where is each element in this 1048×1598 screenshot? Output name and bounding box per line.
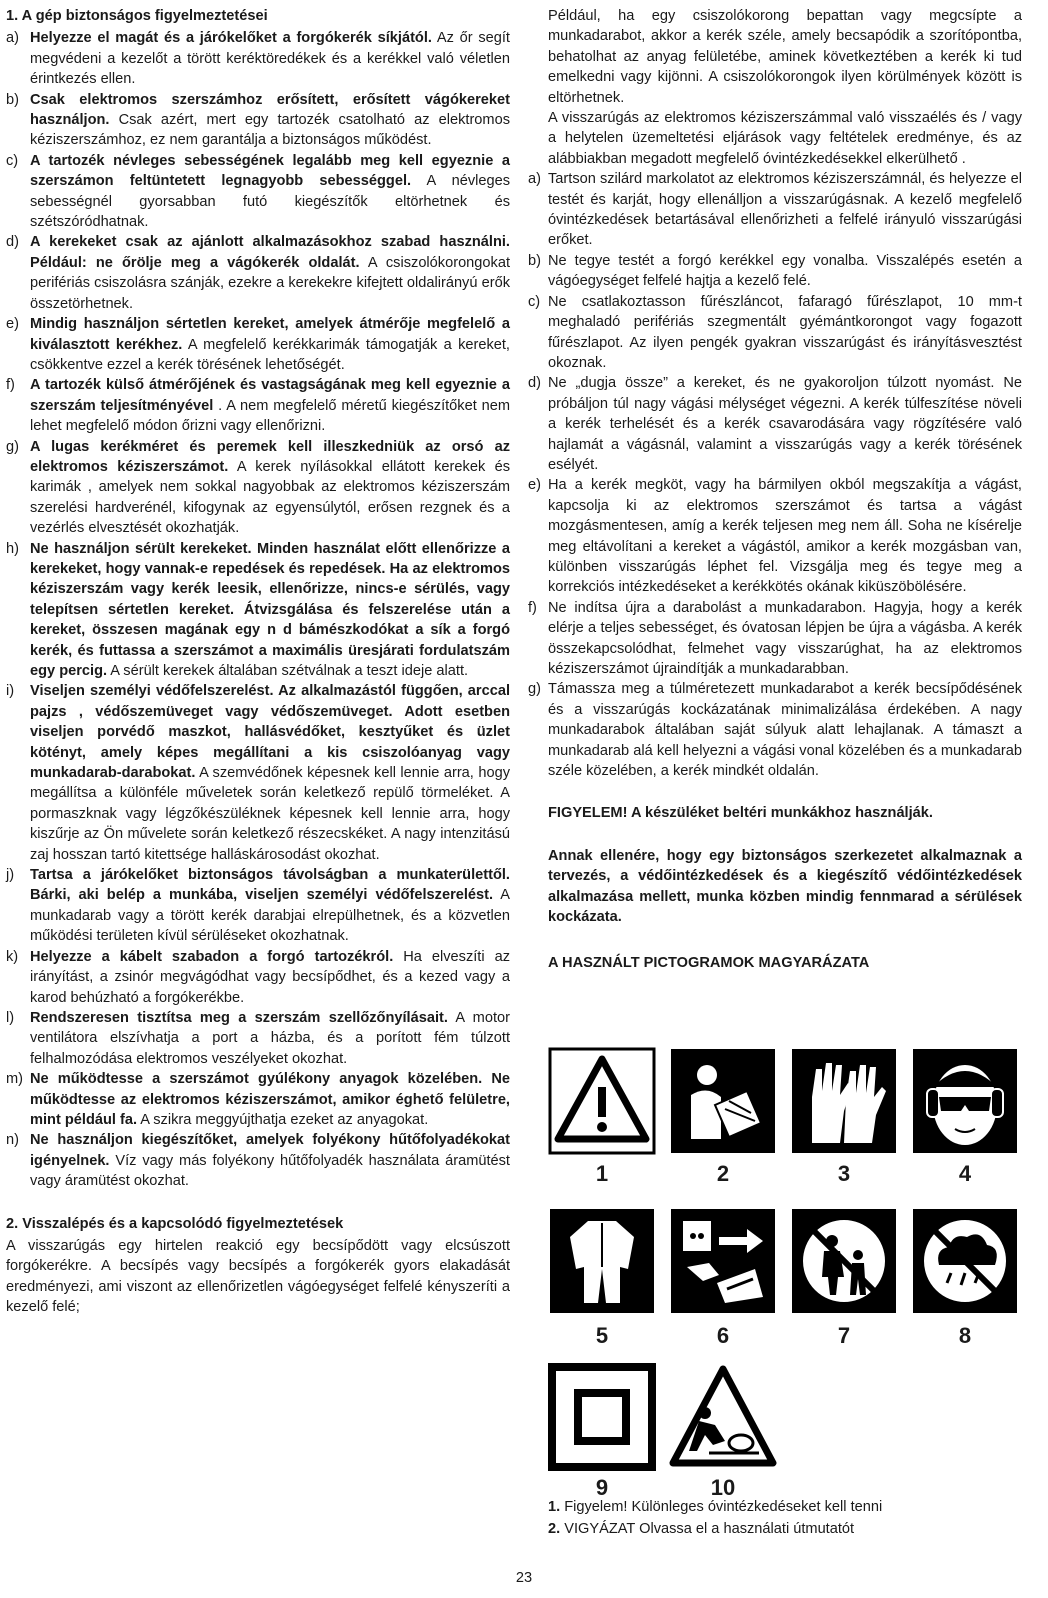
safety-item bbox=[6, 437, 510, 539]
item-label: f) bbox=[6, 377, 15, 394]
page-number: 23 bbox=[515, 1570, 533, 1586]
kickback-item bbox=[528, 373, 1022, 475]
pictogram-number: 10 bbox=[710, 1475, 736, 1500]
item-label: c) bbox=[6, 152, 19, 169]
legend-item: 2. VIGYÁZAT Olvassa el a használati útmutatót bbox=[548, 1521, 855, 1537]
read-manual-icon bbox=[669, 1047, 777, 1155]
item-text: Ne csatlakoztasson fűrészláncot, fafaragó fűrészlapot, 10 mm-t meghaladó perifériás szegmentált gyémántkorongot vagy fogazott fűrészlapot. Az ilyen pengék gyakran visszarúgást és irányításvesztést okoznak. bbox=[548, 293, 1022, 371]
pictogram-number: 4 bbox=[958, 1161, 972, 1186]
safety-item bbox=[6, 28, 510, 89]
item-label: g) bbox=[6, 438, 19, 455]
item-text: Támassza meg a túlméretezett munkadarabot a kerék becsípődésének és a visszarúgás kockázatának minimalizálása érdekében. A nagy munkadarabok általában saját súlyuk alatt lehajlanak. A támaszt a munkadarab alá kell helyezni a vágási vonal közelében és a munkadarab széle közelében, a kerék mindkét oldalán. bbox=[548, 681, 1022, 780]
item-label: l) bbox=[6, 1009, 15, 1026]
safety-item bbox=[6, 539, 510, 682]
item-label: j) bbox=[6, 867, 15, 884]
item-label: i) bbox=[6, 683, 15, 700]
item-text: Ne „dugja össze” a kereket, és ne gyakoroljon túlzott nyomást. Ne próbáljon túl nagy vágási mélységet végezni. A kerék túlfeszítése növeli a kerék terhelését és a kerék csavarodására vagy rögzítésére való hajlamát a vágásnál, valamint a visszarúgás vagy a kerék törésének esélyét. bbox=[548, 375, 1022, 473]
item-text: Rendszeresen tisztítsa meg a szerszám szellőzőnyílásait. A motor ventilátora elszívhatja a port a házba, és a porított fém túlzott felhalmozódása elektromos veszélyeket okozhat. bbox=[30, 1009, 510, 1067]
goggles-ear-protection-icon bbox=[911, 1047, 1019, 1155]
item-label: m) bbox=[6, 1071, 24, 1088]
section2-text: A visszarúgás egy hirtelen reakció egy becsípődött vagy elcsúszott forgókerékre. A becsípés vagy becsípés a forgókerék gyors elakadását eredményezi, ami viszont az ellenőrizetlen vágóegységet felfelé kényszeríti a kezelő felé; bbox=[6, 1237, 510, 1316]
pictogram-number: 9 bbox=[595, 1475, 609, 1500]
item-text: Tartsa a járókelőket biztonságos távolságban a munkaterülettől. Bárki, aki belép a munkába, viseljen személyi védőfelszerelést. A munkadarab vagy a törött kerék darabjai elrepülhetnek, és a közvetlen működési területen kívül sérüléseket okozhatnak. bbox=[30, 867, 510, 945]
pictogram-number: 3 bbox=[837, 1161, 851, 1186]
item-text: A tartozék névleges sebességének legalább meg kell egyeznie a szerszámon feltüntetett legnagyobb sebességgel. A névleges sebességnél gyorsabban futó kiegészítők eltörhetnek és szétszóródhatnak. bbox=[30, 152, 511, 231]
keep-bystanders-away-icon bbox=[790, 1207, 898, 1315]
item-text: Csak elektromos szerszámhoz erősített, erősített vágókereket használjon. Csak azért, mert egy tartozék csatolható az elektromos kéziszerszámhoz, ez nem garantálja a biztonságos működést. bbox=[30, 91, 510, 149]
unplug-before-maintenance-icon bbox=[669, 1207, 777, 1315]
item-label: n) bbox=[6, 1132, 19, 1149]
kickback-item bbox=[528, 251, 1022, 292]
pictogram-number: 2 bbox=[716, 1161, 730, 1186]
item-text: Helyezze el magát és a járókelőket a forgókerék síkjától. Az őr segít megvédeni a kezelőt a törött keréktöredékek és a kerékkel való véletlen érintkezés ellen. bbox=[30, 30, 510, 88]
pictogram-number: 1 bbox=[595, 1161, 609, 1186]
kickback-item bbox=[528, 598, 1022, 680]
item-text: Ne működtesse a szerszámot gyúlékony anyagok közelében. Ne működtesse az elektromos kéziszerszámot, amikor éghető felületre, mint például fa. A szikra meggyújthatja ezeket az anyagokat. bbox=[30, 1071, 510, 1128]
item-text: A lugas kerékméret és peremek kell illeszkedniük az orsó az elektromos kéziszerszámot. A kerek nyílásokkal ellátott kerekek és karimák , amelyek nem sokkal nagyobbak az elektromos kéziszerszám szerelési hardverénél, kifogynak az egyensúlytól, erősen rezgnek és a vezérlés elvesztését okozhatják. bbox=[30, 438, 511, 537]
kickback-intro-2: A visszarúgás az elektromos kéziszerszámmal való visszaélés és / vagy a helytelen üzemeltetési eljárások vagy feltételek eredménye, és az alábbiakban megadott megfelelő óvintézkedésekkel elkerülhető . bbox=[548, 110, 1022, 167]
item-label: d) bbox=[528, 375, 541, 392]
item-label: a) bbox=[6, 30, 19, 47]
item-text: A kerekeket csak az ajánlott alkalmazásokhoz szabad használni. Például: ne őrölje meg a vágókerék oldalát. A csiszolókorongokat perifériás csiszolásra szánják, ezekre a kerekekre kifejtett oldalirányú erők összetörhetnek. bbox=[30, 234, 510, 312]
double-insulation-icon bbox=[548, 1363, 656, 1471]
gloves-icon bbox=[790, 1047, 898, 1155]
residual-risk-warning: Annak ellenére, hogy egy biztonságos szerkezetet alkalmaznak a tervezés, a védőintézkedések és a kiegészítő védőintézkedések alkalmazása mellett, munka közben mindig fennmarad a sérülések kockázata. bbox=[548, 847, 1022, 926]
right-column bbox=[528, 6, 1022, 974]
pictogram-number: 8 bbox=[958, 1323, 972, 1348]
section1-list bbox=[6, 28, 510, 1191]
section2-title: 2. Visszalépés és a kapcsolódó figyelmeztetések bbox=[6, 1215, 344, 1232]
left-column bbox=[6, 6, 510, 1318]
section1-title: 1. A gép biztonságos figyelmeztetései bbox=[6, 8, 268, 24]
legend-item: 1. Figyelem! Különleges óvintézkedéseket kell tenni bbox=[548, 1499, 883, 1515]
safety-item bbox=[6, 865, 510, 947]
item-text: Tartson szilárd markolatot az elektromos kéziszerszámnál, és helyezze el testét és karját, hogy ellenálljon a visszarúgásnak. A kezelő megfelelő óvintézkedések betartásával ellenőrizheti a felfelé irányuló visszarúgási erőket. bbox=[548, 171, 1022, 249]
item-text: Viseljen személyi védőfelszerelést. Az alkalmazástól függően, arccal pajzs , védőszemüveget vagy védőszemüveget. Adott esetben viseljen porvédő maszkot, hallásvédőket, kesztyűket és üzlet kötényt, amely képes megállítani a kis csiszolóanyag vagy munkadarab-darabokat. A szemvédőnek képesnek kell lennie arra, hogy megállítsa a különféle műveletek során keletkező repülő törmeléket. A pormaszknak vagy légzőkészüléknek képesnek kell lennie arra, hogy kiszűrje az Ön művelete során keletkező részecskéket. A nagy intenzitású zaj hosszan tartó kitettsége halláskárosodást okozhat. bbox=[30, 683, 510, 863]
safety-item bbox=[6, 375, 510, 436]
safety-item bbox=[6, 1069, 510, 1130]
item-text: A tartozék külső átmérőjének és vastagságának meg kell egyeznie a szerszám teljesítményével . A nem megfelelő méretű kiegészítőket nem lehet megfelelő módon őrizni vagy ellenőrizni. bbox=[30, 377, 510, 435]
item-text: Ne használjon kiegészítőket, amelyek folyékony hűtőfolyadékokat igényelnek. Víz vagy más folyékony hűtőfolyadék használata áramütést vagy áramütést okozhat. bbox=[30, 1132, 510, 1190]
pictogram-number: 5 bbox=[595, 1323, 609, 1348]
safety-item bbox=[6, 232, 510, 314]
kickback-item bbox=[528, 292, 1022, 374]
item-text: Ne használjon sérült kerekeket. Minden használat előtt ellenőrizze a kerekeket, hogy vannak-e repedések és repedések. Ha az elektromos kéziszerszám vagy kerék leesik, ellenőrizze, nincs-e sérülés, vagy telepítsen sértetlen kereket. Átvizsgálása és felszerelése után a kereket, összesen magának egy n d bámészkodókat a sík a forgó kerék, és futtassa a szerszámot a maximális üresjárati fordulatszám egy percig. A sérült kerekek általában szétválnak a teszt ideje alatt. bbox=[30, 540, 510, 679]
safety-item bbox=[6, 681, 510, 865]
kickback-intro-1: Például, ha egy csiszolókorong bepattan vagy megcsípte a munkadarabot, akkor a kerék széle, amely becsapódik a szorítópontba, behatolhat az anyag felületébe, aminek következtében a kerék ki tud emelkedni vagy kijönni. A csiszolókorongok ilyen körülmények között is eltörhetnek. bbox=[548, 8, 1022, 106]
item-label: d) bbox=[6, 234, 19, 251]
item-label: f) bbox=[528, 599, 537, 616]
kickback-item bbox=[528, 475, 1022, 597]
item-label: c) bbox=[528, 293, 541, 310]
item-label: k) bbox=[6, 948, 19, 965]
item-label: h) bbox=[6, 540, 19, 557]
pictogram-title: A HASZNÁLT PICTOGRAMOK MAGYARÁZATA bbox=[548, 955, 870, 972]
safety-item bbox=[6, 314, 510, 375]
item-label: g) bbox=[528, 681, 541, 698]
item-text: Ne tegye testét a forgó kerékkel egy vonalba. Visszalépés esetén a vágóegységet felfelé hajtja a kezelő felé. bbox=[548, 252, 1022, 290]
item-text: Mindig használjon sértetlen kereket, amelyek átmérője megfelelő a kiválasztott kerékhez. A megfelelő kerékkarimák támogatják a kereket, csökkentve ezzel a kerék törésének lehetőségét. bbox=[30, 316, 510, 373]
item-text: Ha a kerék megköt, vagy ha bármilyen okból megszakítja a vágást, kapcsolja ki az elektromos szerszámot és tartsa a vágást mozgásmentesen, amíg a kerék teljesen meg nem áll. Soha ne kísérelje meg eltávolítani a kereket a vágástól, amikor a kerék mozgásban van, különben visszarúgás léphet fel. Vizsgálja meg és tegye meg a korrekciós intézkedéseket a kerékkötés okának kiküszöbölésére. bbox=[548, 477, 1022, 596]
kickback-warning-icon bbox=[669, 1363, 777, 1471]
item-label: b) bbox=[528, 252, 541, 269]
item-text: Helyezze a kábelt szabadon a forgó tartozékról. Ha elveszíti az irányítást, a zsinór megvágódhat vagy becsípődhet, és a kezed vagy a karod behúzható a forgókerékbe. bbox=[30, 948, 511, 1006]
kickback-list bbox=[528, 169, 1022, 781]
item-text: Ne indítsa újra a darabolást a munkadarabon. Hagyja, hogy a kerék elérje a teljes sebességet, és óvatosan lépjen be újra a vágásba. A kerék összekapcsolódhat, felmehet vagy visszarúghat, ha az elektromos kéziszerszámot újraindítják a munkadarabban. bbox=[548, 599, 1022, 677]
warning-triangle-icon bbox=[548, 1047, 656, 1155]
pictogram-number: 6 bbox=[716, 1323, 730, 1348]
safety-item bbox=[6, 947, 510, 1008]
item-label: a) bbox=[528, 171, 541, 188]
pictogram-number: 7 bbox=[837, 1323, 851, 1348]
no-rain-icon bbox=[911, 1207, 1019, 1315]
protective-clothing-icon bbox=[548, 1207, 656, 1315]
kickback-item bbox=[528, 679, 1022, 781]
item-label: e) bbox=[6, 316, 19, 333]
item-label: e) bbox=[528, 477, 541, 494]
safety-item bbox=[6, 1008, 510, 1069]
item-label: b) bbox=[6, 91, 19, 108]
safety-item bbox=[6, 90, 510, 151]
kickback-item bbox=[528, 169, 1022, 251]
safety-item bbox=[6, 1130, 510, 1191]
safety-item bbox=[6, 151, 510, 233]
pictogram-legend bbox=[548, 1496, 1018, 1540]
indoor-warning: FIGYELEM! A készüléket beltéri munkákhoz használják. bbox=[548, 805, 933, 822]
